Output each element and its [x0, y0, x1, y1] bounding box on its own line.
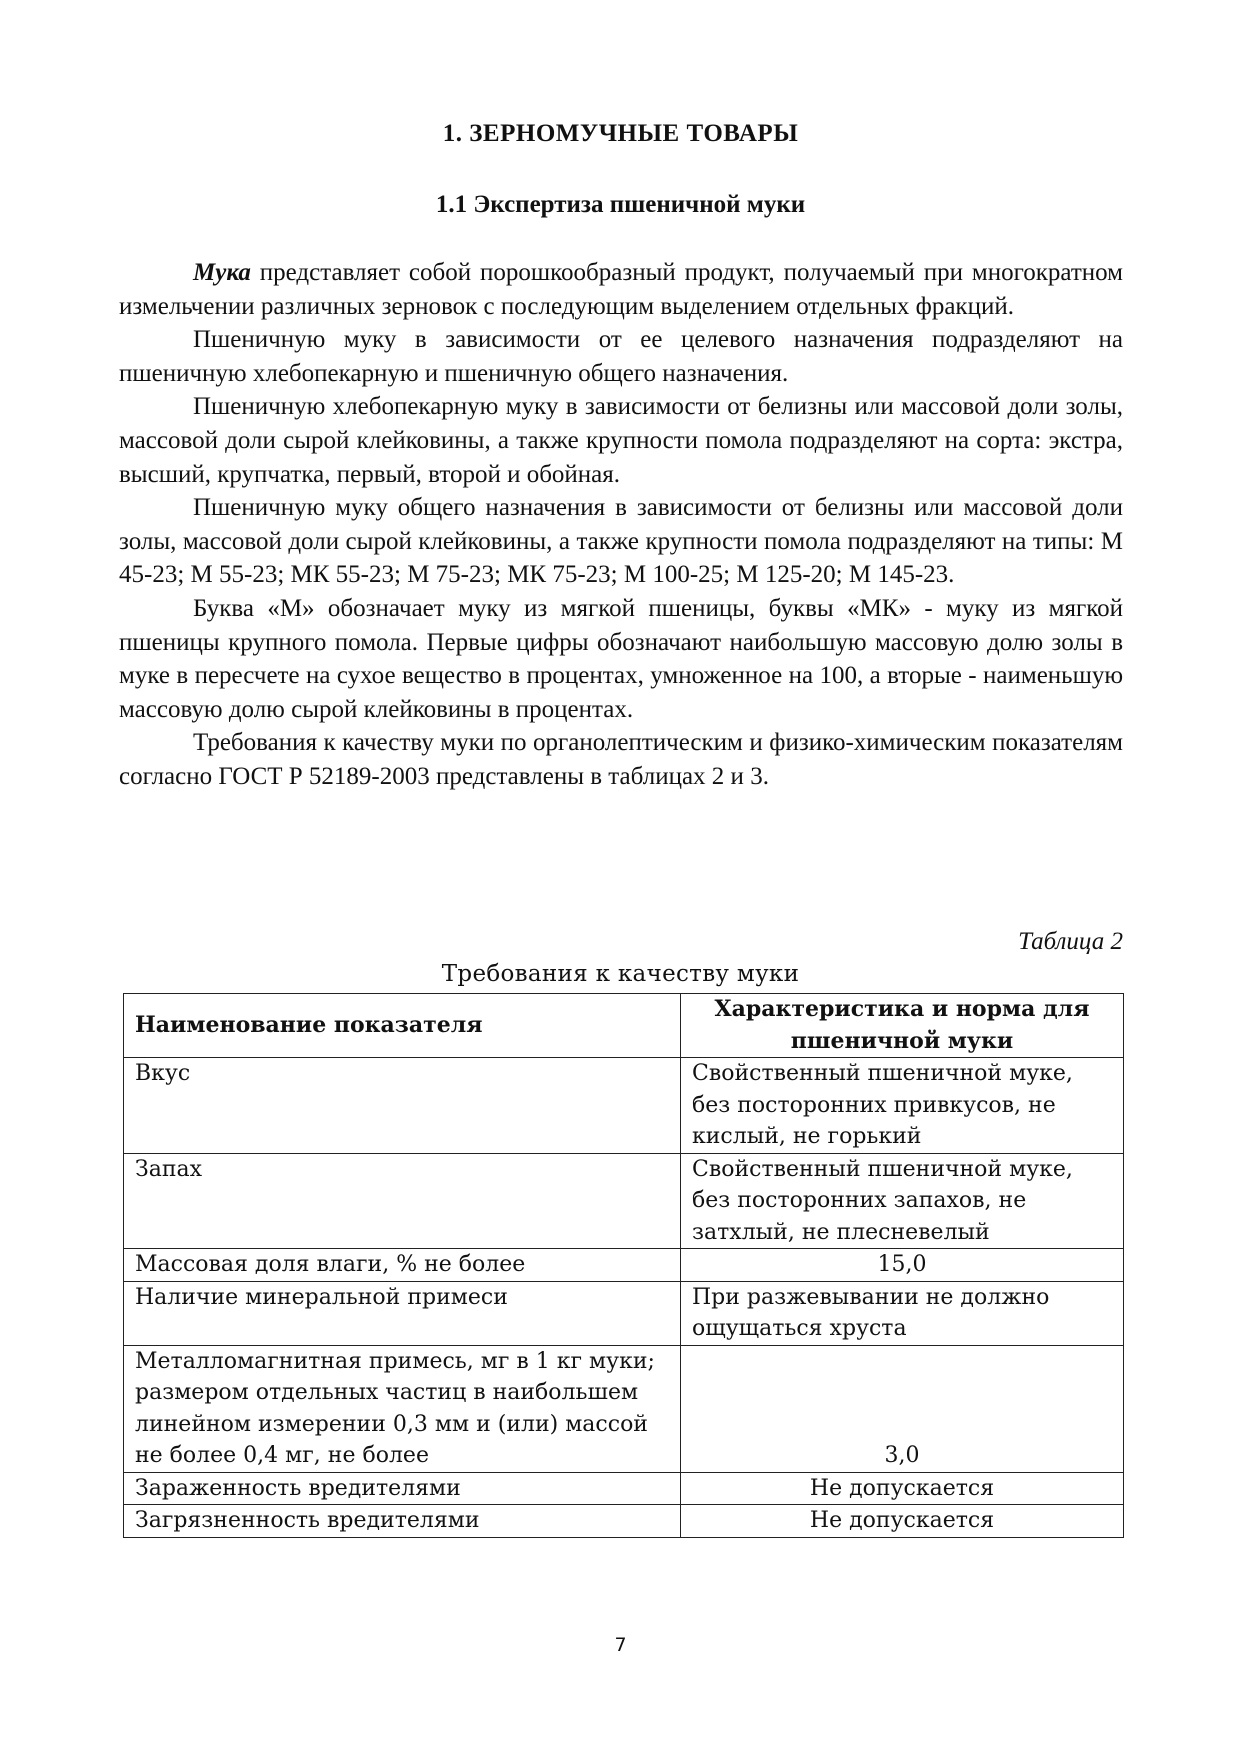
table-row: [124, 1345, 1124, 1472]
body-text: [119, 256, 1123, 794]
page-number: 7: [614, 1634, 627, 1656]
row-value: 3,0: [681, 1345, 1124, 1472]
row-indicator: Наличие минеральной примеси: [124, 1281, 681, 1345]
header-characteristic: Характеристика и норма для пшеничной муки: [681, 994, 1124, 1058]
row-indicator: Массовая доля влаги, % не более: [124, 1249, 681, 1282]
paragraph-3: Пшеничную хлебопекарную муку в зависимости от белизны или массовой доли золы, массовой доли сырой клейковины, а также крупности помола подразделяют на сорта: экстра, высший, крупчатка, первый, второй и обойная.: [119, 393, 1123, 488]
requirements-table: [123, 993, 1124, 1538]
table-row: [124, 1153, 1124, 1249]
table-row: [124, 1472, 1124, 1505]
row-value: Не допускается: [681, 1505, 1124, 1538]
row-value: При разжевывании не должно ощущаться хруста: [681, 1281, 1124, 1345]
row-indicator: Зараженность вредителями: [124, 1472, 681, 1505]
paragraph-1: [119, 256, 1123, 323]
table-row: [124, 1281, 1124, 1345]
term-flour: Мука: [193, 259, 251, 286]
row-indicator: Загрязненность вредителями: [124, 1505, 681, 1538]
table-row: [124, 1058, 1124, 1154]
paragraph-4: Пшеничную муку общего назначения в зависимости от белизны или массовой доли золы, массовой доли сырой клейковины, а также крупности помола подразделяют на типы: М 45-23; М 55-23; МК 55-23; М 75-23; МК 75-23; М 100-25; М 125-20; М 145-23.: [119, 494, 1123, 589]
table-row: [124, 1249, 1124, 1282]
section-title: 1.1 Экспертиза пшеничной муки: [435, 191, 806, 218]
table-row: [124, 1505, 1124, 1538]
row-indicator: Вкус: [124, 1058, 681, 1154]
paragraph-1-text: представляет собой порошкообразный продукт, получаемый при многократном измельчении различных зерновок с последующим выделением отдельных фракций.: [119, 259, 1123, 320]
paragraph-5: Буква «М» обозначает муку из мягкой пшеницы, буквы «МК» - муку из мягкой пшеницы крупного помола. Первые цифры обозначают наибольшую массовую долю золы в муке в пересчете на сухое вещество в процентах, умноженное на 100, а вторые - наименьшую массовую долю сырой клейковины в процентах.: [119, 594, 1123, 723]
row-value: Свойственный пшеничной муке, без посторонних привкусов, не кислый, не горький: [681, 1058, 1124, 1154]
row-value: Свойственный пшеничной муке, без посторонних запахов, не затхлый, не плесневелый: [681, 1153, 1124, 1249]
header-indicator: Наименование показателя: [124, 994, 681, 1058]
table-label: Таблица 2: [1018, 928, 1123, 955]
table-header-row: [124, 994, 1124, 1058]
row-value: Не допускается: [681, 1472, 1124, 1505]
chapter-title: 1. ЗЕРНОМУЧНЫЕ ТОВАРЫ: [442, 120, 799, 147]
paragraph-6: Требования к качеству муки по органолептическим и физико-химическим показателям согласно ГОСТ Р 52189-2003 представлены в таблицах 2 и 3.: [119, 729, 1123, 790]
row-value: 15,0: [681, 1249, 1124, 1282]
row-indicator: Металломагнитная примесь, мг в 1 кг муки; размером отдельных частиц в наибольшем линейном измерении 0,3 мм и (или) массой не более 0,4 мг, не более: [124, 1345, 681, 1472]
paragraph-2: Пшеничную муку в зависимости от ее целевого назначения подразделяют на пшеничную хлебопекарную и пшеничную общего назначения.: [119, 326, 1123, 387]
row-indicator: Запах: [124, 1153, 681, 1249]
table-title: Требования к качеству муки: [441, 961, 800, 987]
